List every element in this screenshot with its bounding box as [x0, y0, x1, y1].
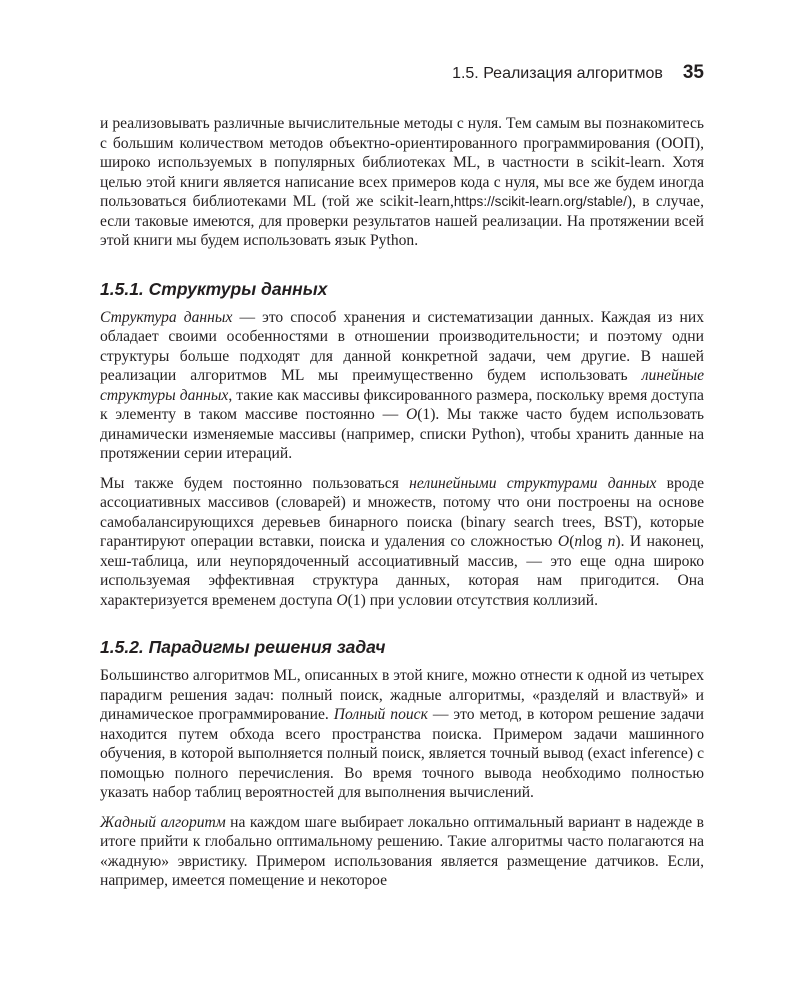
- page-body: [100, 114, 704, 901]
- paragraph-text: вроде ассоциативных массивов (словарей) и множеств, потому что они построены на основе самобалансирующихся деревьев бинарного поиска (binary search trees, BST), которые гарантируют операции вставки, поиска и удаления со сложностью: [100, 474, 704, 550]
- term-data-structure: Структура данных: [100, 308, 233, 326]
- paragraph-text: . Мы также часто будем использовать динамически изменяемые массивы (например, списки Python), чтобы хранить данные на протяжении серии итераций.: [100, 406, 704, 462]
- term-nonlinear-structures: нелинейными структурами данных: [409, 474, 657, 492]
- paradigms-paragraph-2: [100, 813, 704, 891]
- paragraph-text: — это метод, в котором решение задачи находится путем обхода всего пространства поиска. Примером задачи машинного обучения, в которой выполняется полный поиск, является точный вывод (exact inference) с помощью полного перечисления. Во время точного вывода необходимо полностью указать набор таблиц вероятностей для выполнения вычислений.: [100, 706, 704, 801]
- paragraph-text: на каждом шаге выбирает локально оптимальный вариант в надежде в итоге прийти к глобально оптимальному решению. Такие алгоритмы часто полагаются на «жадную» эвристику. Примером использования является размещение датчиков. Если, например, имеется помещение и некоторое: [100, 813, 704, 889]
- paragraph-text: . И наконец, хеш-таблица, или неупорядоченный ассоциативный массив, — это еще одна широко используемая эффективная структура данных, которая нам пригодится. Она характеризуется временем доступа: [100, 533, 704, 609]
- paragraph-text: — это способ хранения и систематизации данных. Каждая из них обладает своими особенностями в отношении производительности; и поэтому одни структуры больше подходят для данной конкретной задачи, чем другие. В нашей реализации алгоритмов ML мы преимущественно будем использовать: [100, 308, 704, 384]
- paradigms-paragraph-1: [100, 666, 704, 803]
- math-variable: n: [607, 533, 616, 550]
- running-head-section-title: 1.5. Реализация алгоритмов: [452, 65, 663, 82]
- data-structures-paragraph-2: [100, 474, 704, 611]
- paragraph-text: , такие как массивы фиксированного размера, поскольку время доступа к элементу в таком массиве постоянно —: [100, 386, 704, 423]
- term-greedy-algorithm: Жадный алгоритм: [100, 813, 226, 831]
- term-linear-structures: линейные структуры данных: [100, 367, 704, 404]
- math-big-o: O: [336, 591, 348, 609]
- math-paren: ): [615, 533, 621, 550]
- data-structures-paragraph-1: [100, 308, 704, 464]
- term-complete-search: Полный поиск: [333, 706, 428, 723]
- page-number: 35: [682, 62, 704, 83]
- paragraph-text: Большинство алгоритмов ML, описанных в этой книге, можно отнести к одной из четырех парадигм решения задач: полный поиск, жадные алгоритмы, «разделяй и властвуй» и динамическое программирование.: [100, 667, 704, 723]
- math-variable: n: [574, 533, 583, 550]
- math-argument: (1): [347, 591, 366, 609]
- intro-text-1: и реализовывать различные вычислительные методы с нуля. Тем самым вы познакомитесь с большим количеством методов объектно-ориентированного программирования (ООП), широко используемых в популярных библиотеках ML, в частности в scikit-learn. Хотя целью этой книги является написание всех примеров кода с нуля, мы все же будем иногда пользоваться библиотеками ML (той же scikit-learn,: [100, 115, 704, 210]
- math-big-o: O: [557, 533, 570, 550]
- running-head: [100, 62, 704, 86]
- paragraph-text: при условии отсутствия коллизий.: [365, 591, 598, 609]
- scikit-learn-link[interactable]: https://scikit-learn.org/stable/: [453, 194, 627, 209]
- math-log: log: [582, 533, 603, 550]
- intro-text-2: ), в случае, если таковые имеются, для проверки результатов нашей реализации. На протяжении всей этой книги мы будем использовать язык Python.: [100, 193, 705, 249]
- intro-paragraph: [100, 114, 704, 251]
- paragraph-text: Мы также будем постоянно пользоваться: [100, 474, 410, 492]
- math-paren: (: [569, 533, 575, 550]
- math-big-o: O: [405, 406, 418, 423]
- section-heading-paradigms: 1.5.2. Парадигмы решения задач: [100, 637, 386, 657]
- section-heading-data-structures: 1.5.1. Структуры данных: [100, 278, 328, 299]
- math-argument: (1): [417, 406, 436, 423]
